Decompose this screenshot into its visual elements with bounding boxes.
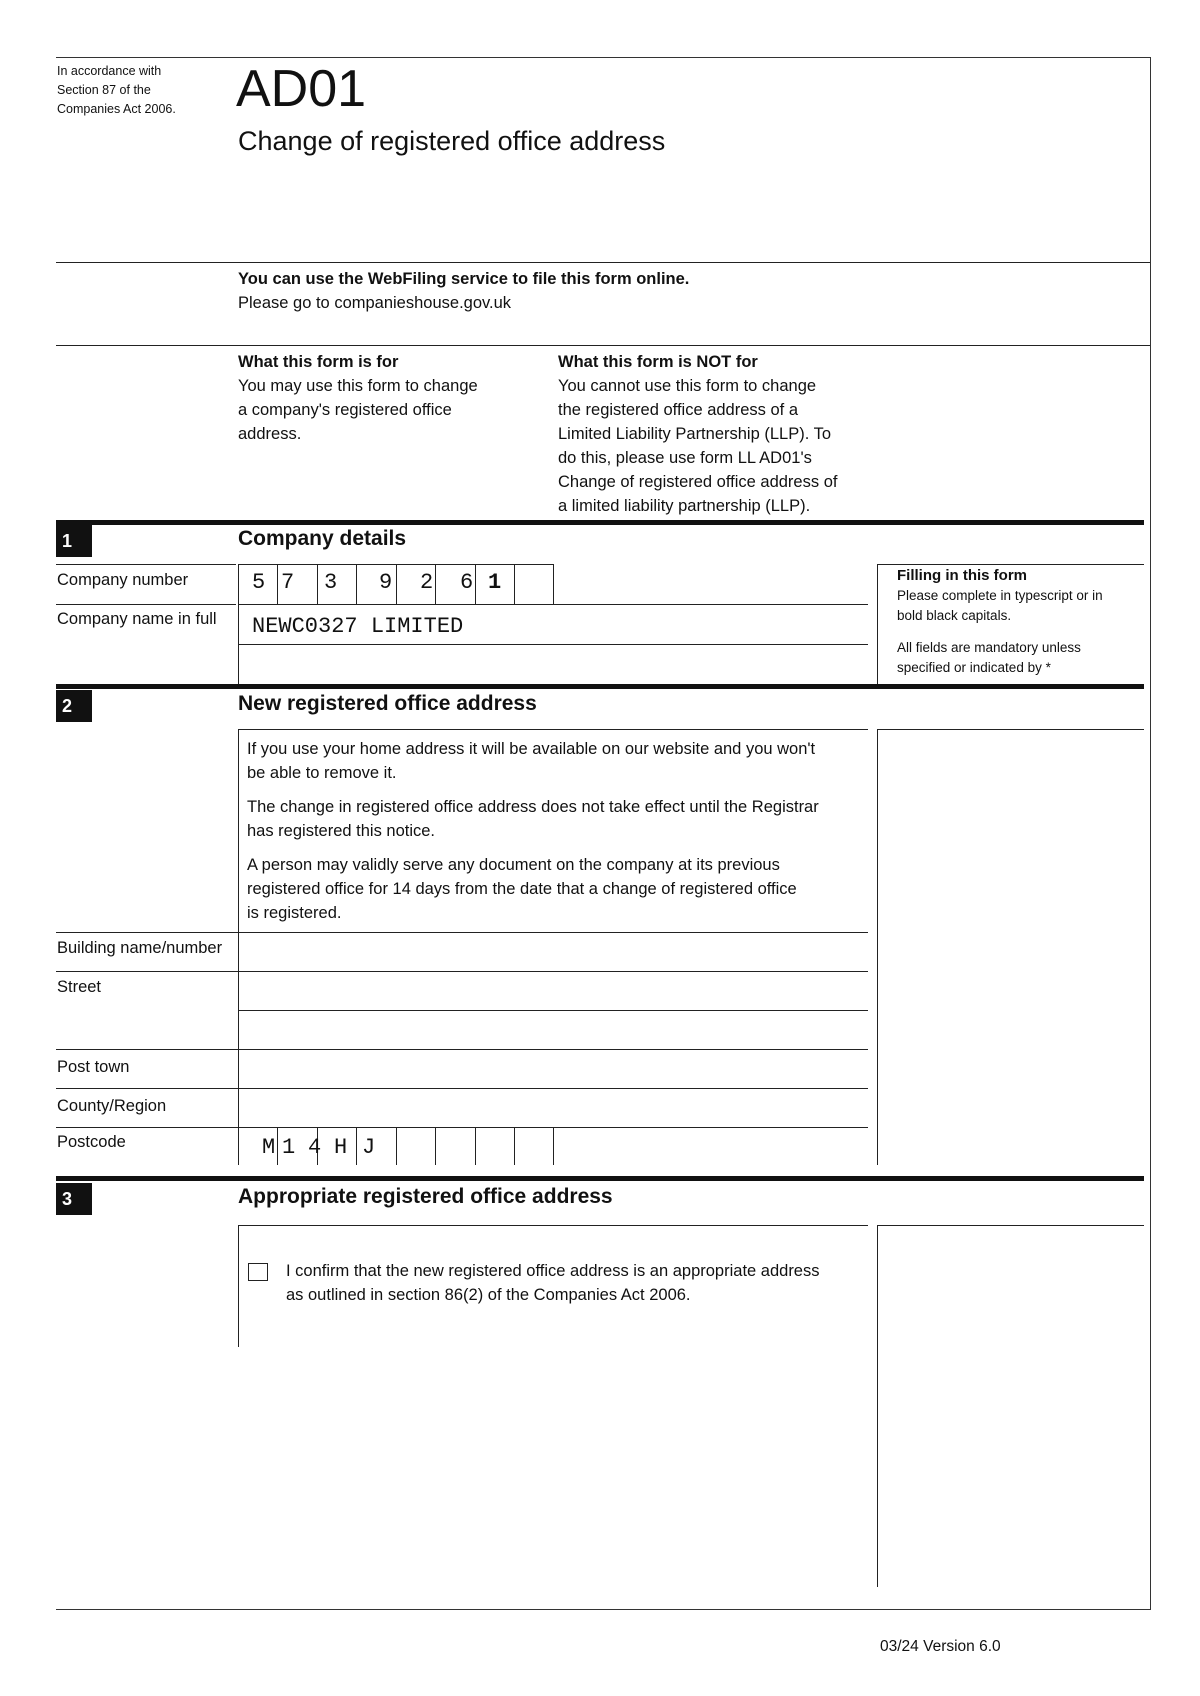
- purpose-for-line: a company's registered office: [238, 401, 452, 419]
- divider: [56, 262, 1150, 263]
- purpose-not-for-line: the registered office address of a: [558, 401, 799, 419]
- version-label: 03/24 Version 6.0: [880, 1638, 1001, 1655]
- confirm-line: as outlined in section 86(2) of the Companies Act 2006.: [286, 1286, 691, 1304]
- divider: [238, 1225, 868, 1226]
- company-name-label: Company name in full: [57, 610, 217, 628]
- section-number: 2: [56, 690, 92, 722]
- section-number: 3: [56, 1183, 92, 1215]
- help-line: specified or indicated by *: [897, 660, 1051, 675]
- post-town-label: Post town: [57, 1058, 130, 1076]
- note-line: If you use your home address it will be available on our website and you won't: [247, 740, 816, 758]
- help-box: [897, 566, 1142, 678]
- form-code: AD01: [236, 60, 367, 118]
- postcode-char: 4: [308, 1135, 322, 1160]
- section-number: 1: [56, 525, 92, 557]
- help-line: Please complete in typescript or in: [897, 588, 1103, 603]
- company-number-digit: 3: [324, 570, 338, 595]
- building-label: Building name/number: [57, 939, 223, 957]
- confirm-line: I confirm that the new registered office address is an appropriate address: [286, 1262, 820, 1280]
- legal-note-line: Companies Act 2006.: [57, 102, 176, 116]
- county-label: County/Region: [57, 1097, 167, 1115]
- help-line: All fields are mandatory unless: [897, 640, 1081, 655]
- company-number-digit: 5: [252, 570, 266, 595]
- webfiling-pre: You can use the: [238, 270, 368, 288]
- company-number-digit: 2: [420, 570, 434, 595]
- webfiling-post: service to file this form online.: [446, 270, 690, 288]
- purpose-not-for-line: Change of registered office address of: [558, 473, 838, 491]
- company-number-digit: 1: [488, 570, 502, 595]
- field-border: [238, 1225, 239, 1347]
- divider: [877, 1225, 1144, 1226]
- note-line: has registered this notice.: [247, 822, 436, 840]
- purpose-not-for-line: Limited Liability Partnership (LLP). To: [558, 425, 831, 443]
- purpose-not-for-line: You cannot use this form to change: [558, 377, 817, 395]
- field-border: [877, 729, 878, 1165]
- note-line: registered office for 14 days from the date that a change of registered office: [247, 880, 797, 898]
- company-number-field[interactable]: [238, 564, 554, 604]
- purpose-for: [238, 350, 538, 446]
- company-number-digit: 6: [460, 570, 474, 595]
- company-number-digit: 7: [281, 570, 295, 595]
- purpose-not-for-title: What this form is NOT for: [558, 353, 758, 371]
- divider: [56, 604, 236, 605]
- field-border: [877, 1225, 878, 1587]
- purpose-not-for-line: a limited liability partnership (LLP).: [558, 497, 811, 515]
- section-title: Appropriate registered office address: [238, 1185, 613, 1208]
- postcode-char: 1: [282, 1135, 296, 1160]
- confirm-checkbox[interactable]: [248, 1263, 268, 1281]
- help-border: [877, 564, 878, 684]
- divider: [238, 729, 868, 730]
- street-input[interactable]: [239, 972, 867, 1010]
- address-notes: [247, 737, 867, 925]
- confirm-text: [286, 1259, 866, 1307]
- divider: [877, 729, 1144, 730]
- help-title: Filling in this form: [897, 567, 1027, 584]
- purpose-for-title: What this form is for: [238, 353, 399, 371]
- postcode-char: M: [262, 1135, 276, 1160]
- divider: [238, 604, 868, 605]
- webfiling-line: [238, 267, 689, 291]
- divider: [877, 564, 1144, 565]
- company-name-input[interactable]: NEWC0327 LIMITED: [252, 614, 464, 639]
- street-input-line2[interactable]: [239, 1011, 867, 1049]
- legal-note-line: In accordance with: [57, 64, 162, 78]
- legal-note-line: Section 87 of the: [57, 83, 151, 97]
- form-title: Change of registered office address: [238, 126, 666, 156]
- section-divider: [56, 520, 1144, 525]
- county-input[interactable]: [239, 1089, 867, 1127]
- street-label: Street: [57, 978, 102, 996]
- company-number-label: Company number: [57, 571, 189, 589]
- legal-note: [57, 62, 207, 119]
- section-title: New registered office address: [238, 692, 537, 715]
- note-line: is registered.: [247, 904, 342, 922]
- postcode-char: H: [334, 1135, 348, 1160]
- section-divider: [56, 684, 1144, 689]
- section-title: Company details: [238, 527, 407, 550]
- postcode-field[interactable]: [238, 1127, 554, 1165]
- post-town-input[interactable]: [239, 1050, 867, 1088]
- purpose-for-line: You may use this form to change: [238, 377, 478, 395]
- section-divider: [56, 1176, 1144, 1181]
- divider: [56, 564, 236, 565]
- help-line: bold black capitals.: [897, 608, 1012, 623]
- postcode-char: J: [362, 1135, 376, 1160]
- divider: [56, 345, 1150, 346]
- webfiling-url: Please go to companieshouse.gov.uk: [238, 294, 512, 312]
- webfiling-strong: WebFiling: [367, 270, 447, 288]
- postcode-label: Postcode: [57, 1133, 126, 1151]
- company-name-input-line2[interactable]: [239, 645, 867, 683]
- purpose-not-for-line: do this, please use form LL AD01's: [558, 449, 812, 467]
- note-line: The change in registered office address does not take effect until the Registrar: [247, 798, 819, 816]
- building-input[interactable]: [239, 933, 867, 971]
- purpose-not-for: [558, 350, 878, 518]
- note-line: A person may validly serve any document on the company at its previous: [247, 856, 780, 874]
- company-number-digit: 9: [379, 570, 393, 595]
- note-line: be able to remove it.: [247, 764, 397, 782]
- purpose-for-line: address.: [238, 425, 302, 443]
